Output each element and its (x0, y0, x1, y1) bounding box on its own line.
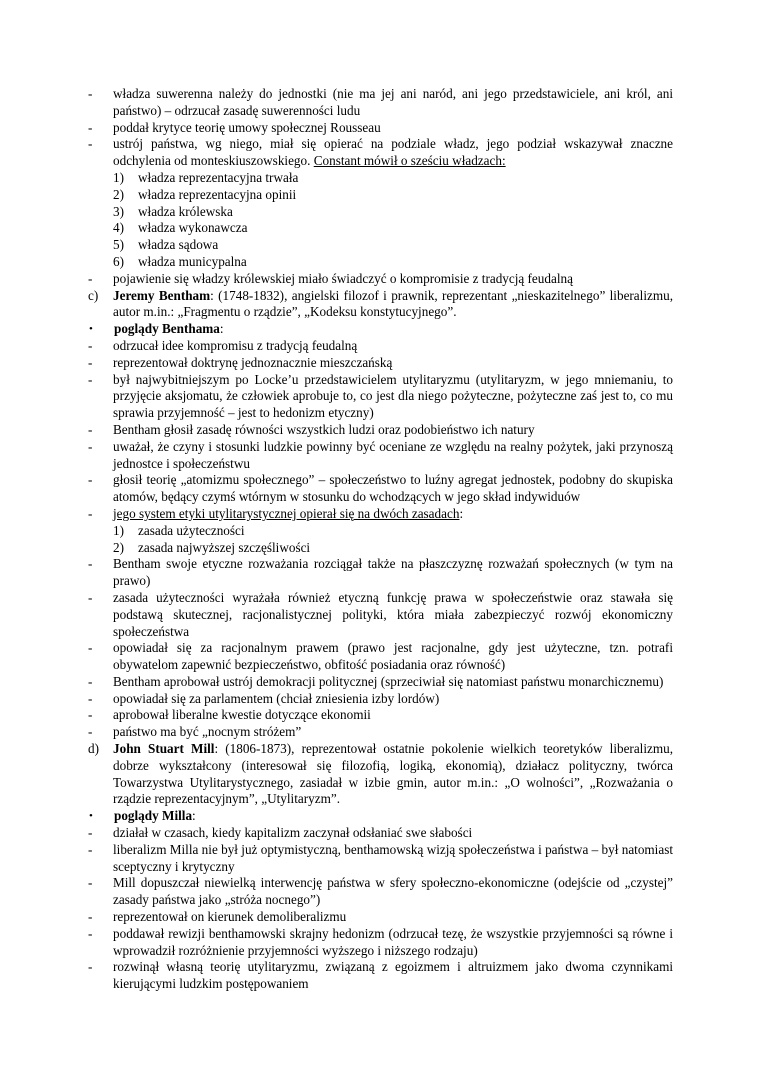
dash-item (88, 556, 673, 590)
item-content (113, 741, 673, 808)
dash-item (88, 472, 673, 506)
dash-item (88, 926, 673, 960)
item-content (113, 875, 673, 909)
dash-marker: - (88, 959, 93, 975)
dash-marker: - (88, 673, 93, 689)
dash-marker: - (88, 690, 93, 706)
dash-item (88, 674, 673, 691)
item-number: 4) (113, 220, 124, 236)
underlined-text: Constant mówił o sześciu władzach: (313, 153, 506, 169)
item-number: 2) (113, 539, 124, 555)
item-number: 1) (113, 522, 124, 538)
item-text: władza municypalna (138, 253, 247, 269)
item-content (113, 909, 673, 926)
item-text: reprezentował doktrynę jednoznacznie mieszczańską (113, 354, 393, 370)
item-content (113, 707, 673, 724)
item-text: reprezentował on kierunek demoliberalizmu (113, 909, 347, 925)
item-text: głosił teorię „atomizmu społecznego” – społeczeństwo to luźny agregat jednostek, podobny do skupiska atomów, będący czymś wtórnym w stosunku do wchodzących w jego skład indywiduów (113, 472, 673, 505)
dash-marker: - (88, 270, 93, 286)
dash-marker: - (88, 371, 93, 387)
item-text: aprobował liberalne kwestie dotyczące ekonomii (113, 707, 371, 723)
bullet-heading (88, 808, 673, 825)
section-item (88, 288, 673, 322)
item-text: : (192, 808, 196, 824)
item-text: poddał krytyce teorię umowy społecznej Rousseau (113, 119, 381, 135)
item-content (113, 86, 673, 120)
item-text: liberalizm Milla nie był już optymistyczną, benthamowską wizją społeczeństwa i państwa – był natomiast sceptyczny i krytyczny (113, 841, 673, 874)
dash-marker: - (88, 707, 93, 723)
item-text: opowiadał się za racjonalnym prawem (prawo jest racjonalne, gdy jest użyteczne, tzn. potrafi obywatelom zapewnić bezpieczeństwo, obfitość posiadania oraz równość) (113, 640, 673, 673)
item-text: działał w czasach, kiedy kapitalizm zaczynał odsłaniać swe słabości (113, 825, 473, 841)
section-item (88, 741, 673, 808)
item-text: : (1806-1873), reprezentował ostatnie pokolenie wielkich teoretyków liberalizmu, dobrze wykształcony (interesował się filozofią, logiką, ekonomią), działacz polityczny, twórca Towarzystwa Utylitarystycznego, zasiadał w izbie gmin, autor m.in.: „O wolności”, „Rozważania o rządzie reprezentacyjnym”, „Utylitaryzm”. (113, 741, 673, 807)
item-content (113, 422, 673, 439)
bold-name: John Stuart Mill (113, 741, 215, 757)
item-text: władza królewska (138, 203, 233, 219)
dash-item (88, 825, 673, 842)
dash-marker: - (88, 505, 93, 521)
bold-name: Jeremy Bentham (113, 287, 211, 303)
dash-marker: - (88, 438, 93, 454)
bold-name: poglądy Benthama (114, 321, 220, 337)
dash-marker: - (88, 472, 93, 488)
item-text: państwo ma być „nocnym stróżem” (113, 724, 302, 740)
document-body (88, 86, 673, 993)
item-text: zasada użyteczności wyrażała również etyczną funkcję prawa w społeczeństwie oraz stawała się podstawą skutecznej, racjonalistycznej polityki, która miała zabezpieczyć rozwój ekonomiczny społeczeństwa (113, 589, 673, 639)
item-text: : (1748-1832), angielski filozof i prawnik, reprezentant „nieskazitelnego” liberalizmu, autor m.in.: „Fragmentu o rządzie”, „Kodeksu konstytucyjnego”. (113, 287, 673, 320)
dash-marker: - (88, 337, 93, 353)
dash-marker: - (88, 556, 93, 572)
underlined-text: jego system etyki utylitarystycznej opierał się na dwóch zasadach (113, 505, 460, 521)
item-text: ustrój państwa, wg niego, miał się opierać na podziale władz, jego podział wskazywał znaczne odchylenia od monteskiuszowskiego. (113, 136, 673, 169)
numbered-item (88, 220, 673, 237)
bold-name: poglądy Milla (114, 808, 193, 824)
dash-item (88, 271, 673, 288)
item-content (113, 355, 673, 372)
dash-item (88, 724, 673, 741)
dash-item (88, 338, 673, 355)
item-text: : (219, 321, 224, 337)
dash-item (88, 959, 673, 993)
item-text: był najwybitniejszym po Locke’u przedstawicielem utylitaryzmu (utylitaryzm, w jego mniemaniu, to przyjęcie aksjomatu, że człowiek aprobuje to, co jest dla niego pożyteczne, pożyteczne zaś jest to, co mu sprawia przyjemność – jest to hedonizm etyczny) (113, 371, 673, 421)
dash-item (88, 506, 673, 523)
dash-item (88, 875, 673, 909)
numbered-item (88, 187, 673, 204)
bullet-heading (88, 321, 673, 338)
item-text: zasada najwyższej szczęśliwości (138, 539, 311, 555)
item-text: poddawał rewizji benthamowski skrajny hedonizm (odrzucał tezę, że wszystkie przyjemności są równe i wprowadził rozróżnienie przyjemności wyższego i niższego rodzaju) (113, 925, 673, 958)
item-text: Mill dopuszczał niewielką interwencję państwa w sfery społeczno-ekonomiczne (odejście od „czystej” zasady państwa jako „stróża nocnego”) (113, 875, 673, 908)
item-text: Bentham aprobował ustrój demokracji politycznej (sprzeciwiał się natomiast państwu monarchicznemu) (113, 673, 664, 689)
item-number: 3) (113, 203, 124, 219)
dash-item (88, 640, 673, 674)
item-content (114, 321, 673, 338)
item-content (113, 590, 673, 640)
item-text: władza wykonawcza (138, 220, 248, 236)
item-content (113, 506, 673, 523)
dash-item (88, 590, 673, 640)
item-content (114, 808, 673, 825)
bullet-marker: • (89, 323, 93, 336)
item-text: : (459, 505, 464, 521)
dash-marker: - (88, 136, 93, 152)
dash-marker: - (88, 841, 93, 857)
dash-item (88, 909, 673, 926)
numbered-item (88, 237, 673, 254)
item-number: 6) (113, 253, 124, 269)
item-content (113, 120, 673, 137)
item-content (113, 136, 673, 170)
dash-item (88, 120, 673, 137)
item-content (113, 556, 673, 590)
item-text: władza reprezentacyjna opinii (138, 186, 297, 202)
item-number: 1) (113, 169, 124, 185)
item-content (113, 825, 673, 842)
item-content (113, 926, 673, 960)
item-text: odrzucał idee kompromisu z tradycją feudalną (113, 337, 358, 353)
numbered-item (88, 523, 673, 540)
numbered-item (88, 204, 673, 221)
dash-item (88, 422, 673, 439)
dash-marker: - (88, 909, 93, 925)
item-content (113, 842, 673, 876)
dash-marker: - (88, 875, 93, 891)
dash-item (88, 439, 673, 473)
item-text: Bentham głosił zasadę równości wszystkich ludzi oraz podobieństwo ich natury (113, 421, 535, 437)
dash-marker: - (88, 354, 93, 370)
item-text: władza reprezentacyjna trwała (138, 169, 299, 185)
item-text: władza sądowa (138, 237, 219, 253)
item-content (113, 724, 673, 741)
item-content (113, 674, 673, 691)
item-number: 2) (113, 186, 124, 202)
item-text: zasada użyteczności (138, 522, 245, 538)
item-content (113, 691, 673, 708)
item-content (113, 959, 673, 993)
item-content (113, 288, 673, 322)
dash-item (88, 691, 673, 708)
dash-marker: - (88, 640, 93, 656)
dash-item (88, 355, 673, 372)
item-content (113, 472, 673, 506)
dash-item (88, 136, 673, 170)
item-content (113, 439, 673, 473)
dash-marker: - (88, 589, 93, 605)
dash-marker: - (88, 119, 93, 135)
item-content (113, 271, 673, 288)
dash-marker: - (88, 724, 93, 740)
item-content (113, 640, 673, 674)
dash-item (88, 86, 673, 120)
item-text: władza suwerenna należy do jednostki (nie ma jej ani naród, ani jego przedstawiciele, ani król, ani państwo) – odrzucał zasadę suwerenności ludu (113, 86, 673, 118)
dash-marker: - (88, 421, 93, 437)
section-letter: c) (88, 287, 99, 303)
dash-item (88, 707, 673, 724)
numbered-item (88, 254, 673, 271)
numbered-item (88, 170, 673, 187)
section-letter: d) (88, 741, 99, 757)
item-text: opowiadał się za parlamentem (chciał zniesienia izby lordów) (113, 690, 440, 706)
dash-item (88, 842, 673, 876)
dash-marker: - (88, 925, 93, 941)
item-number: 5) (113, 237, 124, 253)
dash-item (88, 372, 673, 422)
bullet-marker: • (89, 810, 93, 823)
dash-marker: - (88, 86, 93, 101)
item-content (113, 338, 673, 355)
item-text: uważał, że czyny i stosunki ludzkie powinny być oceniane ze względu na realny pożytek, jaki przynoszą jednostce i społeczeństwu (113, 438, 673, 471)
item-text: pojawienie się władzy królewskiej miało świadczyć o kompromisie z tradycją feudalną (113, 270, 573, 286)
dash-marker: - (88, 825, 93, 841)
numbered-item (88, 540, 673, 557)
item-content (113, 372, 673, 422)
item-text: Bentham swoje etyczne rozważania rozciągał także na płaszczyznę rozważań społecznych (w tym na prawo) (113, 556, 673, 589)
item-text: rozwinął własną teorię utylitaryzmu, związaną z egoizmem i altruizmem jako dwoma czynnikami kierującymi ludzkim postępowaniem (113, 959, 673, 992)
